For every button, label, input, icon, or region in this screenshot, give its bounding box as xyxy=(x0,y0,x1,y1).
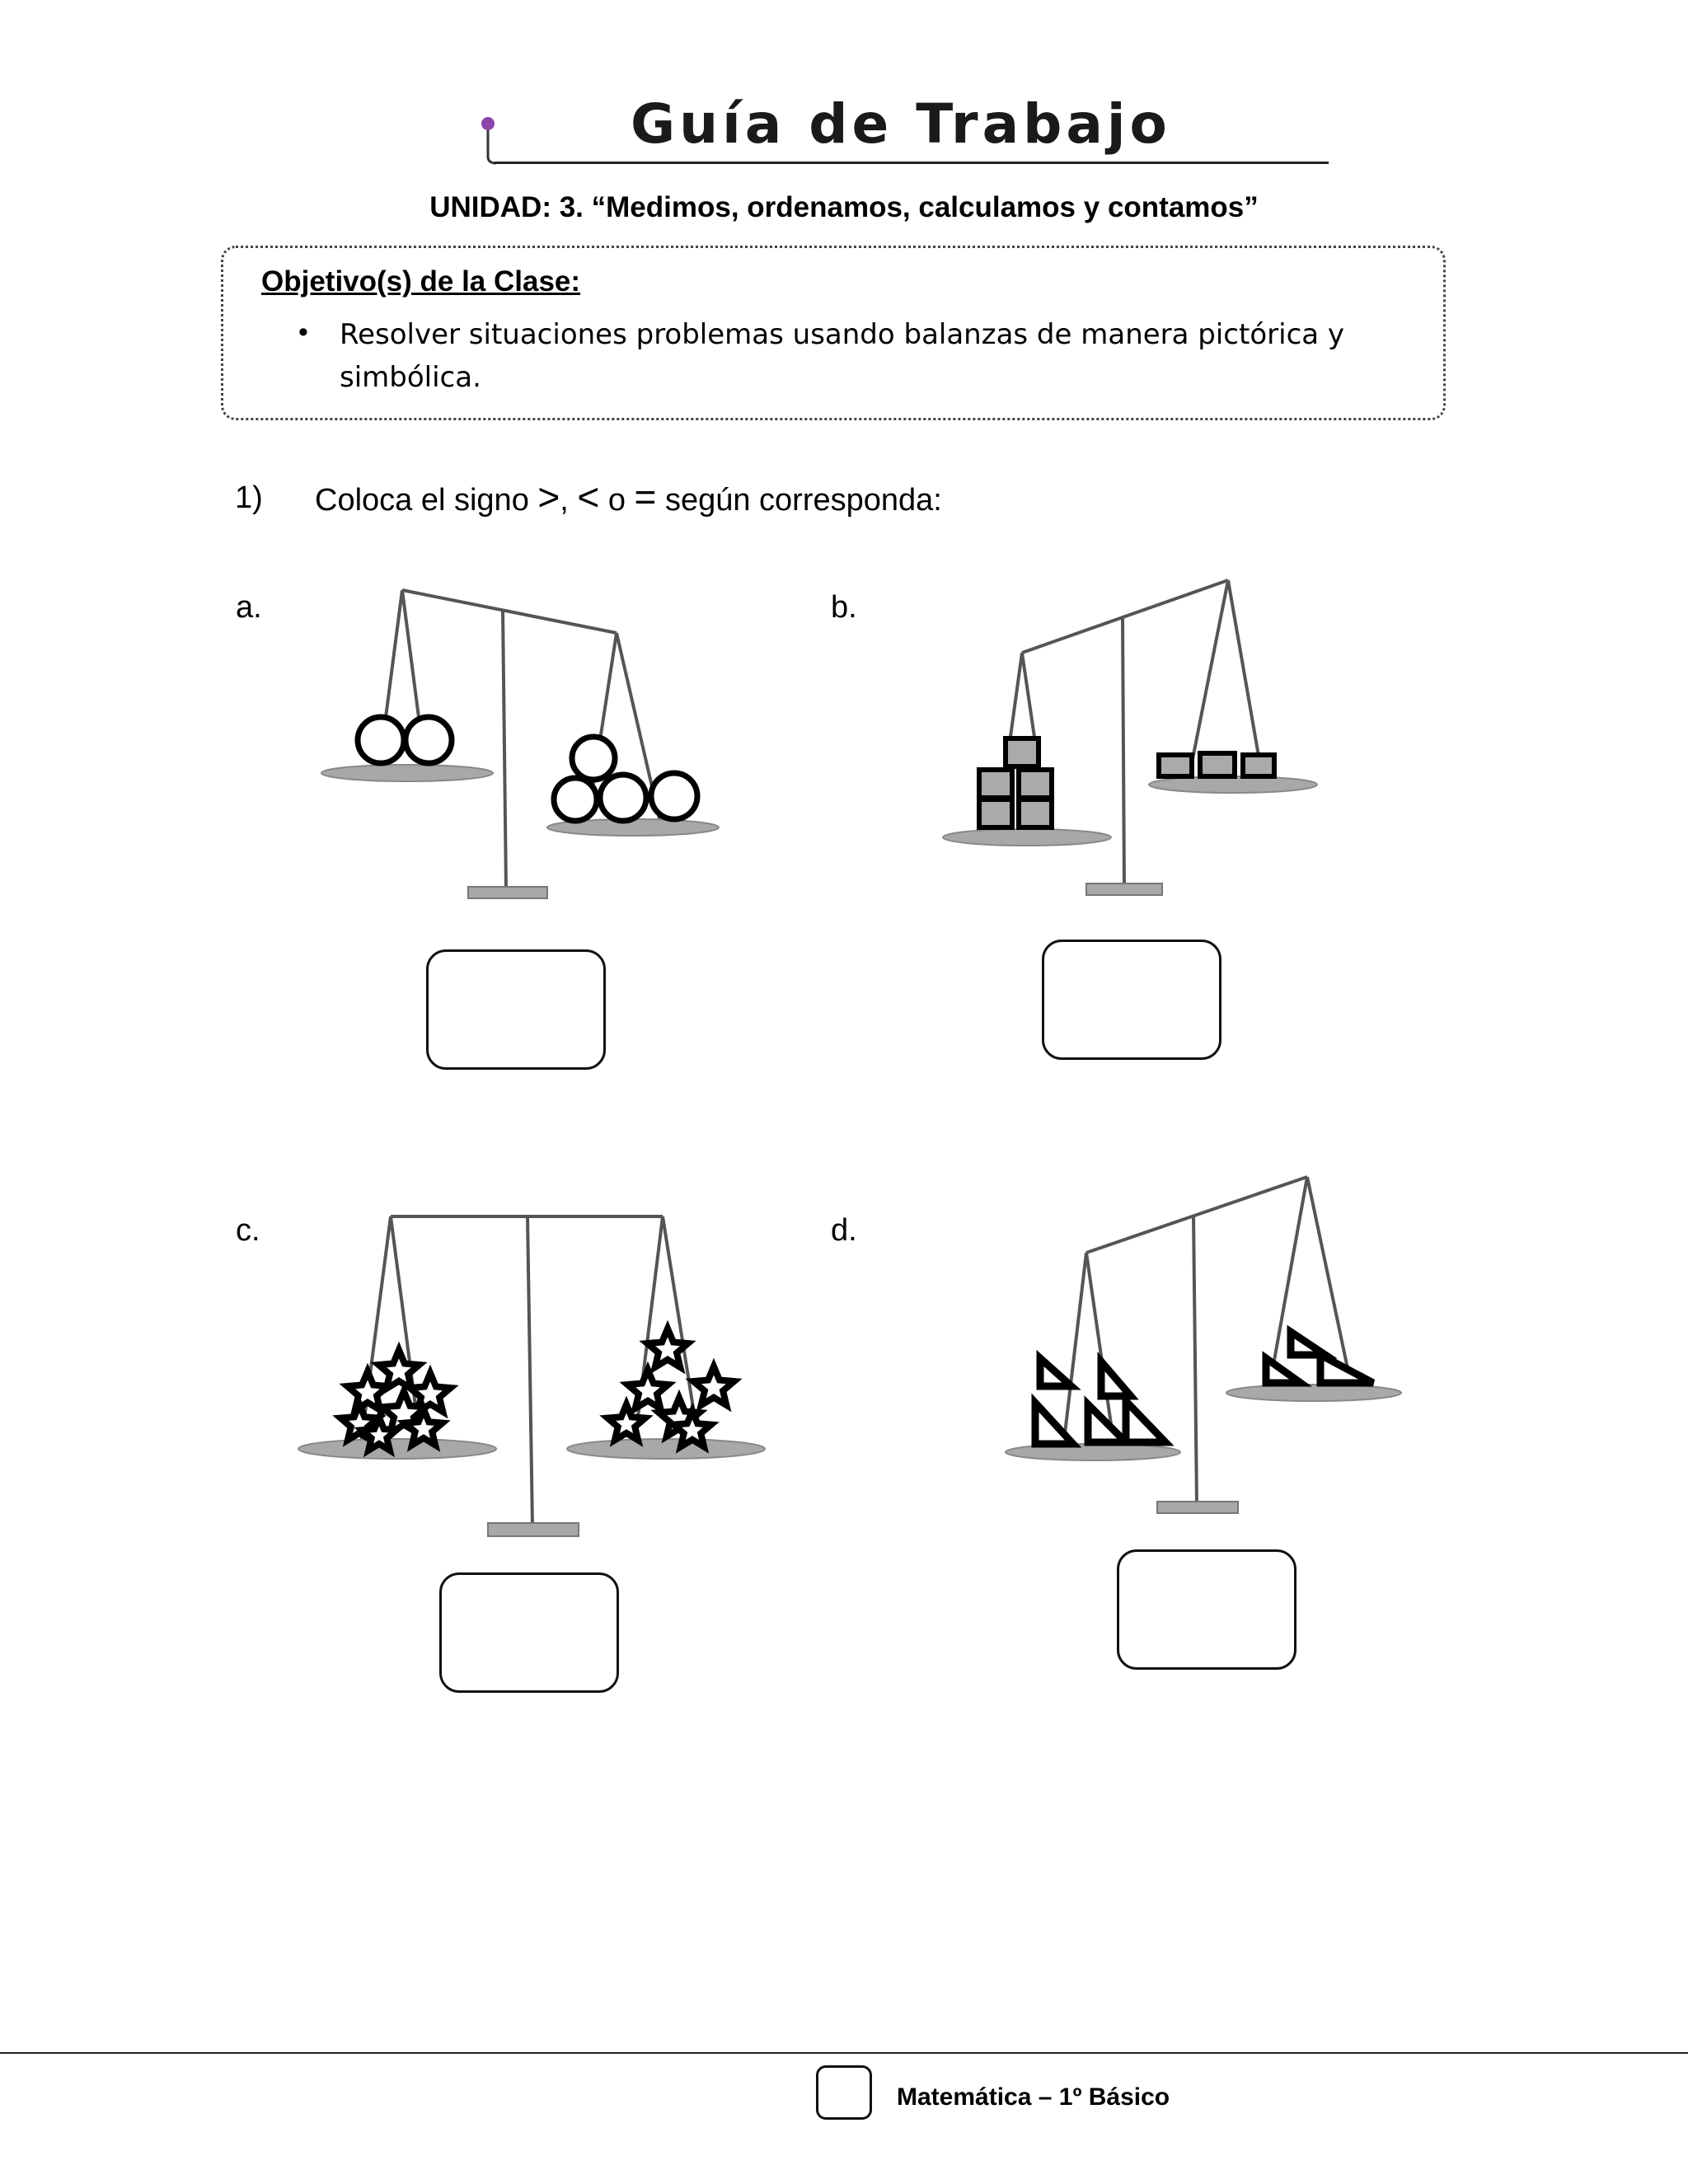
bullet-icon: • xyxy=(298,316,308,348)
balance-scale-a xyxy=(313,577,725,907)
star-icon xyxy=(693,1366,734,1405)
balance-scale-d xyxy=(997,1162,1409,1525)
objective-text: Resolver situaciones problemas usando balanzas de manera pictórica y simbólica. xyxy=(340,318,1345,394)
instruction-prefix: Coloca el signo xyxy=(315,483,538,518)
answer-box-a[interactable] xyxy=(426,949,606,1070)
question-instruction xyxy=(315,475,942,519)
footer-subject: Matemática – 1º Básico xyxy=(897,2083,1170,2111)
sign-equal: = xyxy=(634,476,657,518)
pin-icon xyxy=(478,115,503,166)
exercise-label-c: c. xyxy=(236,1213,260,1248)
question-number: 1) xyxy=(235,480,263,515)
sign-greater: > xyxy=(537,476,560,518)
objective-heading: Objetivo(s) de la Clase: xyxy=(261,265,581,298)
answer-box-d[interactable] xyxy=(1117,1549,1296,1670)
unit-heading: UNIDAD: 3. “Medimos, ordenamos, calculamos y contamos” xyxy=(429,191,1259,223)
instruction-sep-1: , xyxy=(560,483,578,518)
sign-less: < xyxy=(577,476,600,518)
star-icon xyxy=(627,1370,668,1408)
instruction-sep-2: o xyxy=(599,483,635,518)
instruction-suffix: según corresponda: xyxy=(656,483,942,518)
page-number-box xyxy=(816,2065,872,2120)
answer-box-c[interactable] xyxy=(439,1572,619,1693)
title-underline xyxy=(495,162,1329,164)
page-title: Guía de Trabajo xyxy=(631,92,1171,156)
answer-box-b[interactable] xyxy=(1042,940,1221,1060)
exercise-label-d: d. xyxy=(831,1213,857,1248)
footer-divider xyxy=(0,2052,1688,2054)
exercise-label-a: a. xyxy=(236,590,262,625)
star-weights-c xyxy=(340,1329,734,1451)
exercise-label-b: b. xyxy=(831,590,857,625)
balance-scale-c xyxy=(288,1203,783,1549)
balance-scale-b xyxy=(931,569,1343,907)
